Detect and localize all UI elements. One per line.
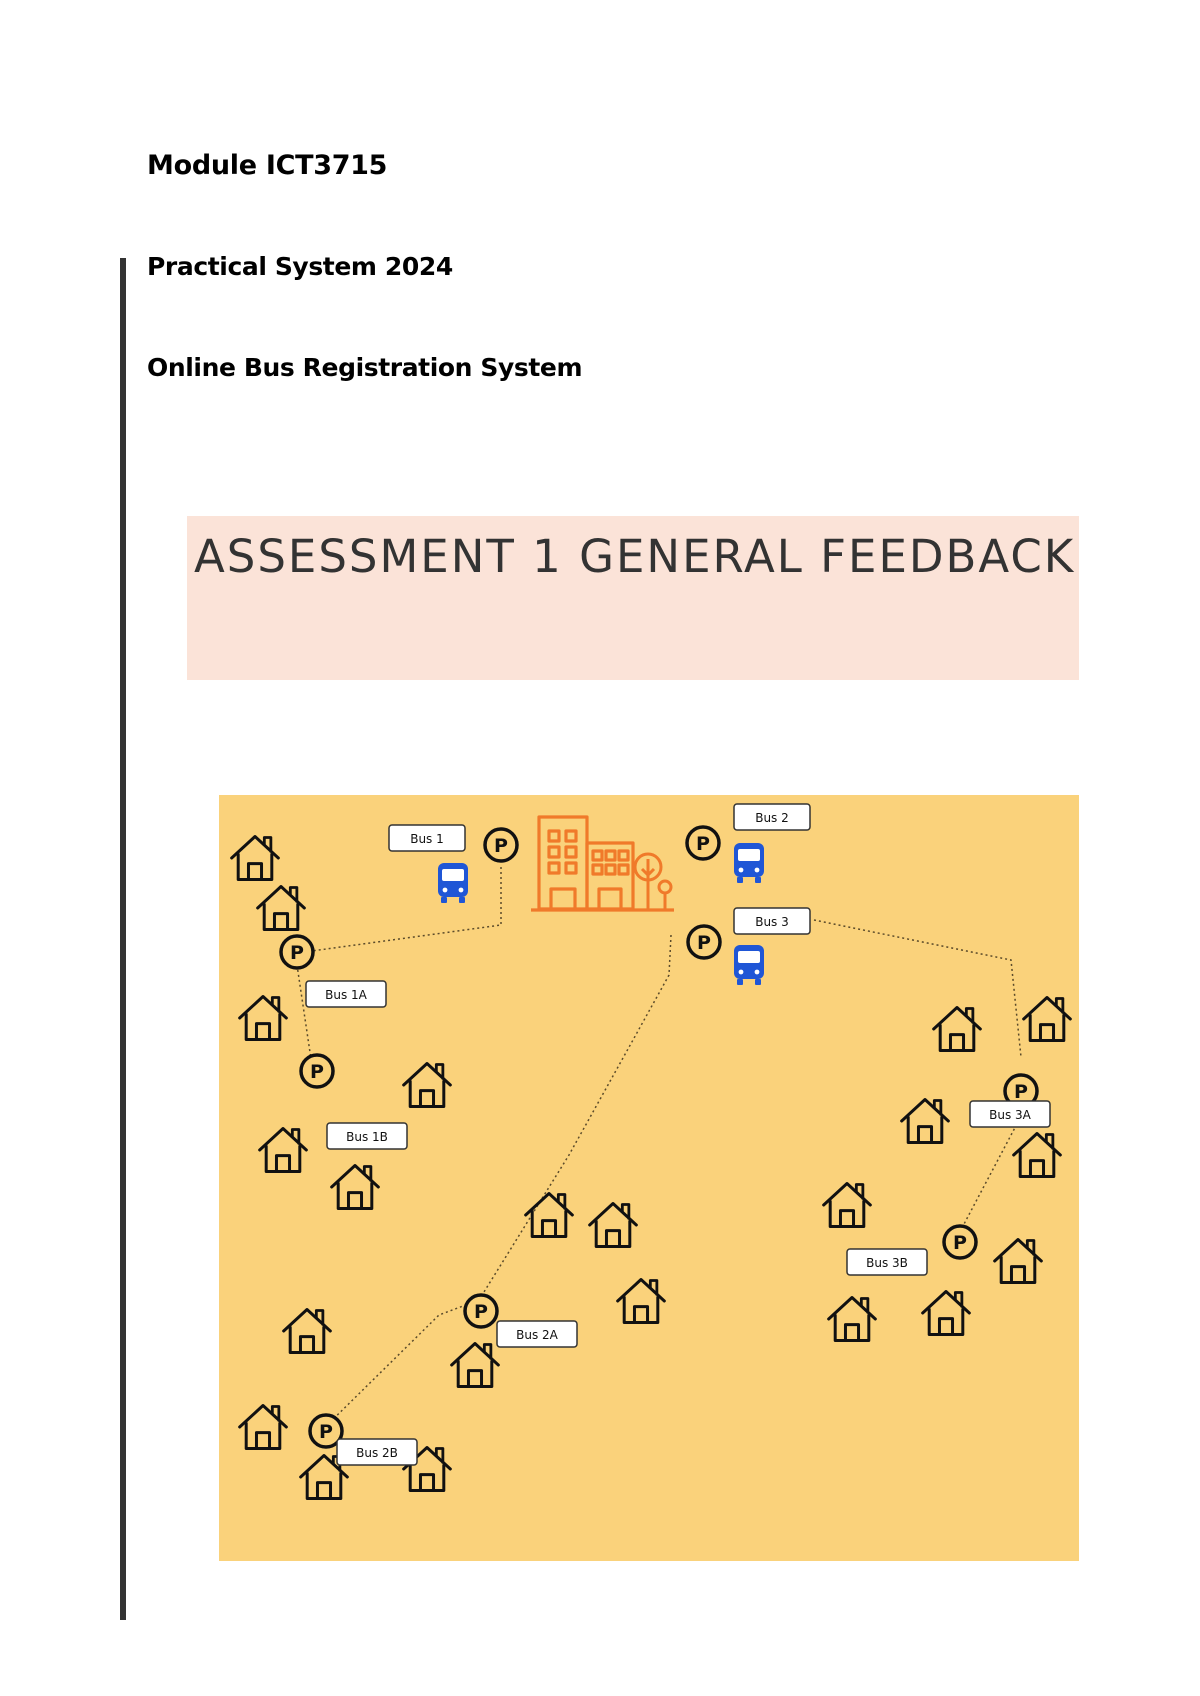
route-bus3a-3b-line (954, 1120, 1019, 1243)
label-bus-2-text: Bus 2 (755, 811, 789, 825)
feedback-banner (187, 516, 1079, 680)
label-bus-3b-text: Bus 3B (866, 1256, 908, 1270)
house-icon (824, 1184, 871, 1227)
house-icon (232, 837, 279, 880)
house-icon (902, 1100, 949, 1143)
parking-stop-icon (687, 827, 719, 859)
route-bus1-line (297, 867, 501, 953)
house-icon (829, 1298, 876, 1341)
label-bus-1a (306, 981, 386, 1007)
house-icon (934, 1008, 981, 1051)
house-icon (284, 1310, 331, 1353)
route-bus1a-1b-line (297, 965, 311, 1059)
label-bus-3 (734, 908, 810, 934)
house-icon (258, 887, 305, 930)
house-icon (1024, 998, 1071, 1041)
label-bus-1-text: Bus 1 (410, 832, 444, 846)
label-bus-3-text: Bus 3 (755, 915, 789, 929)
house-icon (404, 1064, 451, 1107)
parking-stop-icon (465, 1295, 497, 1327)
house-icon (332, 1166, 379, 1209)
module-title: Module ICT3715 (147, 150, 388, 181)
parking-stop-icon (485, 829, 517, 861)
practical-title: Practical System 2024 (147, 252, 453, 281)
label-bus-3a (970, 1101, 1050, 1127)
label-bus-3a-text: Bus 3A (989, 1108, 1031, 1122)
house-icon (618, 1280, 665, 1323)
label-bus-1b-text: Bus 1B (346, 1130, 388, 1144)
left-margin-bar (120, 258, 126, 1620)
project-title: Online Bus Registration System (147, 353, 583, 382)
parking-stop-icon (281, 936, 313, 968)
bus-icon (438, 863, 468, 903)
parking-stop-icon (688, 926, 720, 958)
label-bus-2b-text: Bus 2B (356, 1446, 398, 1460)
bus-route-illustration (219, 795, 1079, 1561)
house-icon (240, 997, 287, 1040)
label-bus-3b (847, 1249, 927, 1275)
parking-stop-icon (944, 1226, 976, 1258)
house-icon (240, 1406, 287, 1449)
house-icon (452, 1344, 499, 1387)
bus-icon (734, 843, 764, 883)
tree-icon (635, 854, 671, 909)
banner-title: ASSESSMENT 1 GENERAL FEEDBACK (194, 530, 1076, 583)
house-icon (590, 1204, 637, 1247)
parking-stop-icon (301, 1055, 333, 1087)
label-bus-2 (734, 804, 810, 830)
city-buildings-icon (531, 817, 674, 910)
label-bus-2a-text: Bus 2A (516, 1328, 558, 1342)
house-icon (526, 1194, 573, 1237)
route-bus3-line (814, 920, 1021, 1057)
label-bus-1 (389, 825, 465, 851)
house-icon (260, 1129, 307, 1172)
bus-icon (734, 945, 764, 985)
house-icon (1014, 1134, 1061, 1177)
label-bus-2a (497, 1321, 577, 1347)
label-bus-1a-text: Bus 1A (325, 988, 367, 1002)
house-icon (923, 1292, 970, 1335)
label-bus-2b (337, 1439, 417, 1465)
bus-route-map (219, 795, 1079, 1561)
house-icon (995, 1240, 1042, 1283)
label-bus-1b (327, 1123, 407, 1149)
